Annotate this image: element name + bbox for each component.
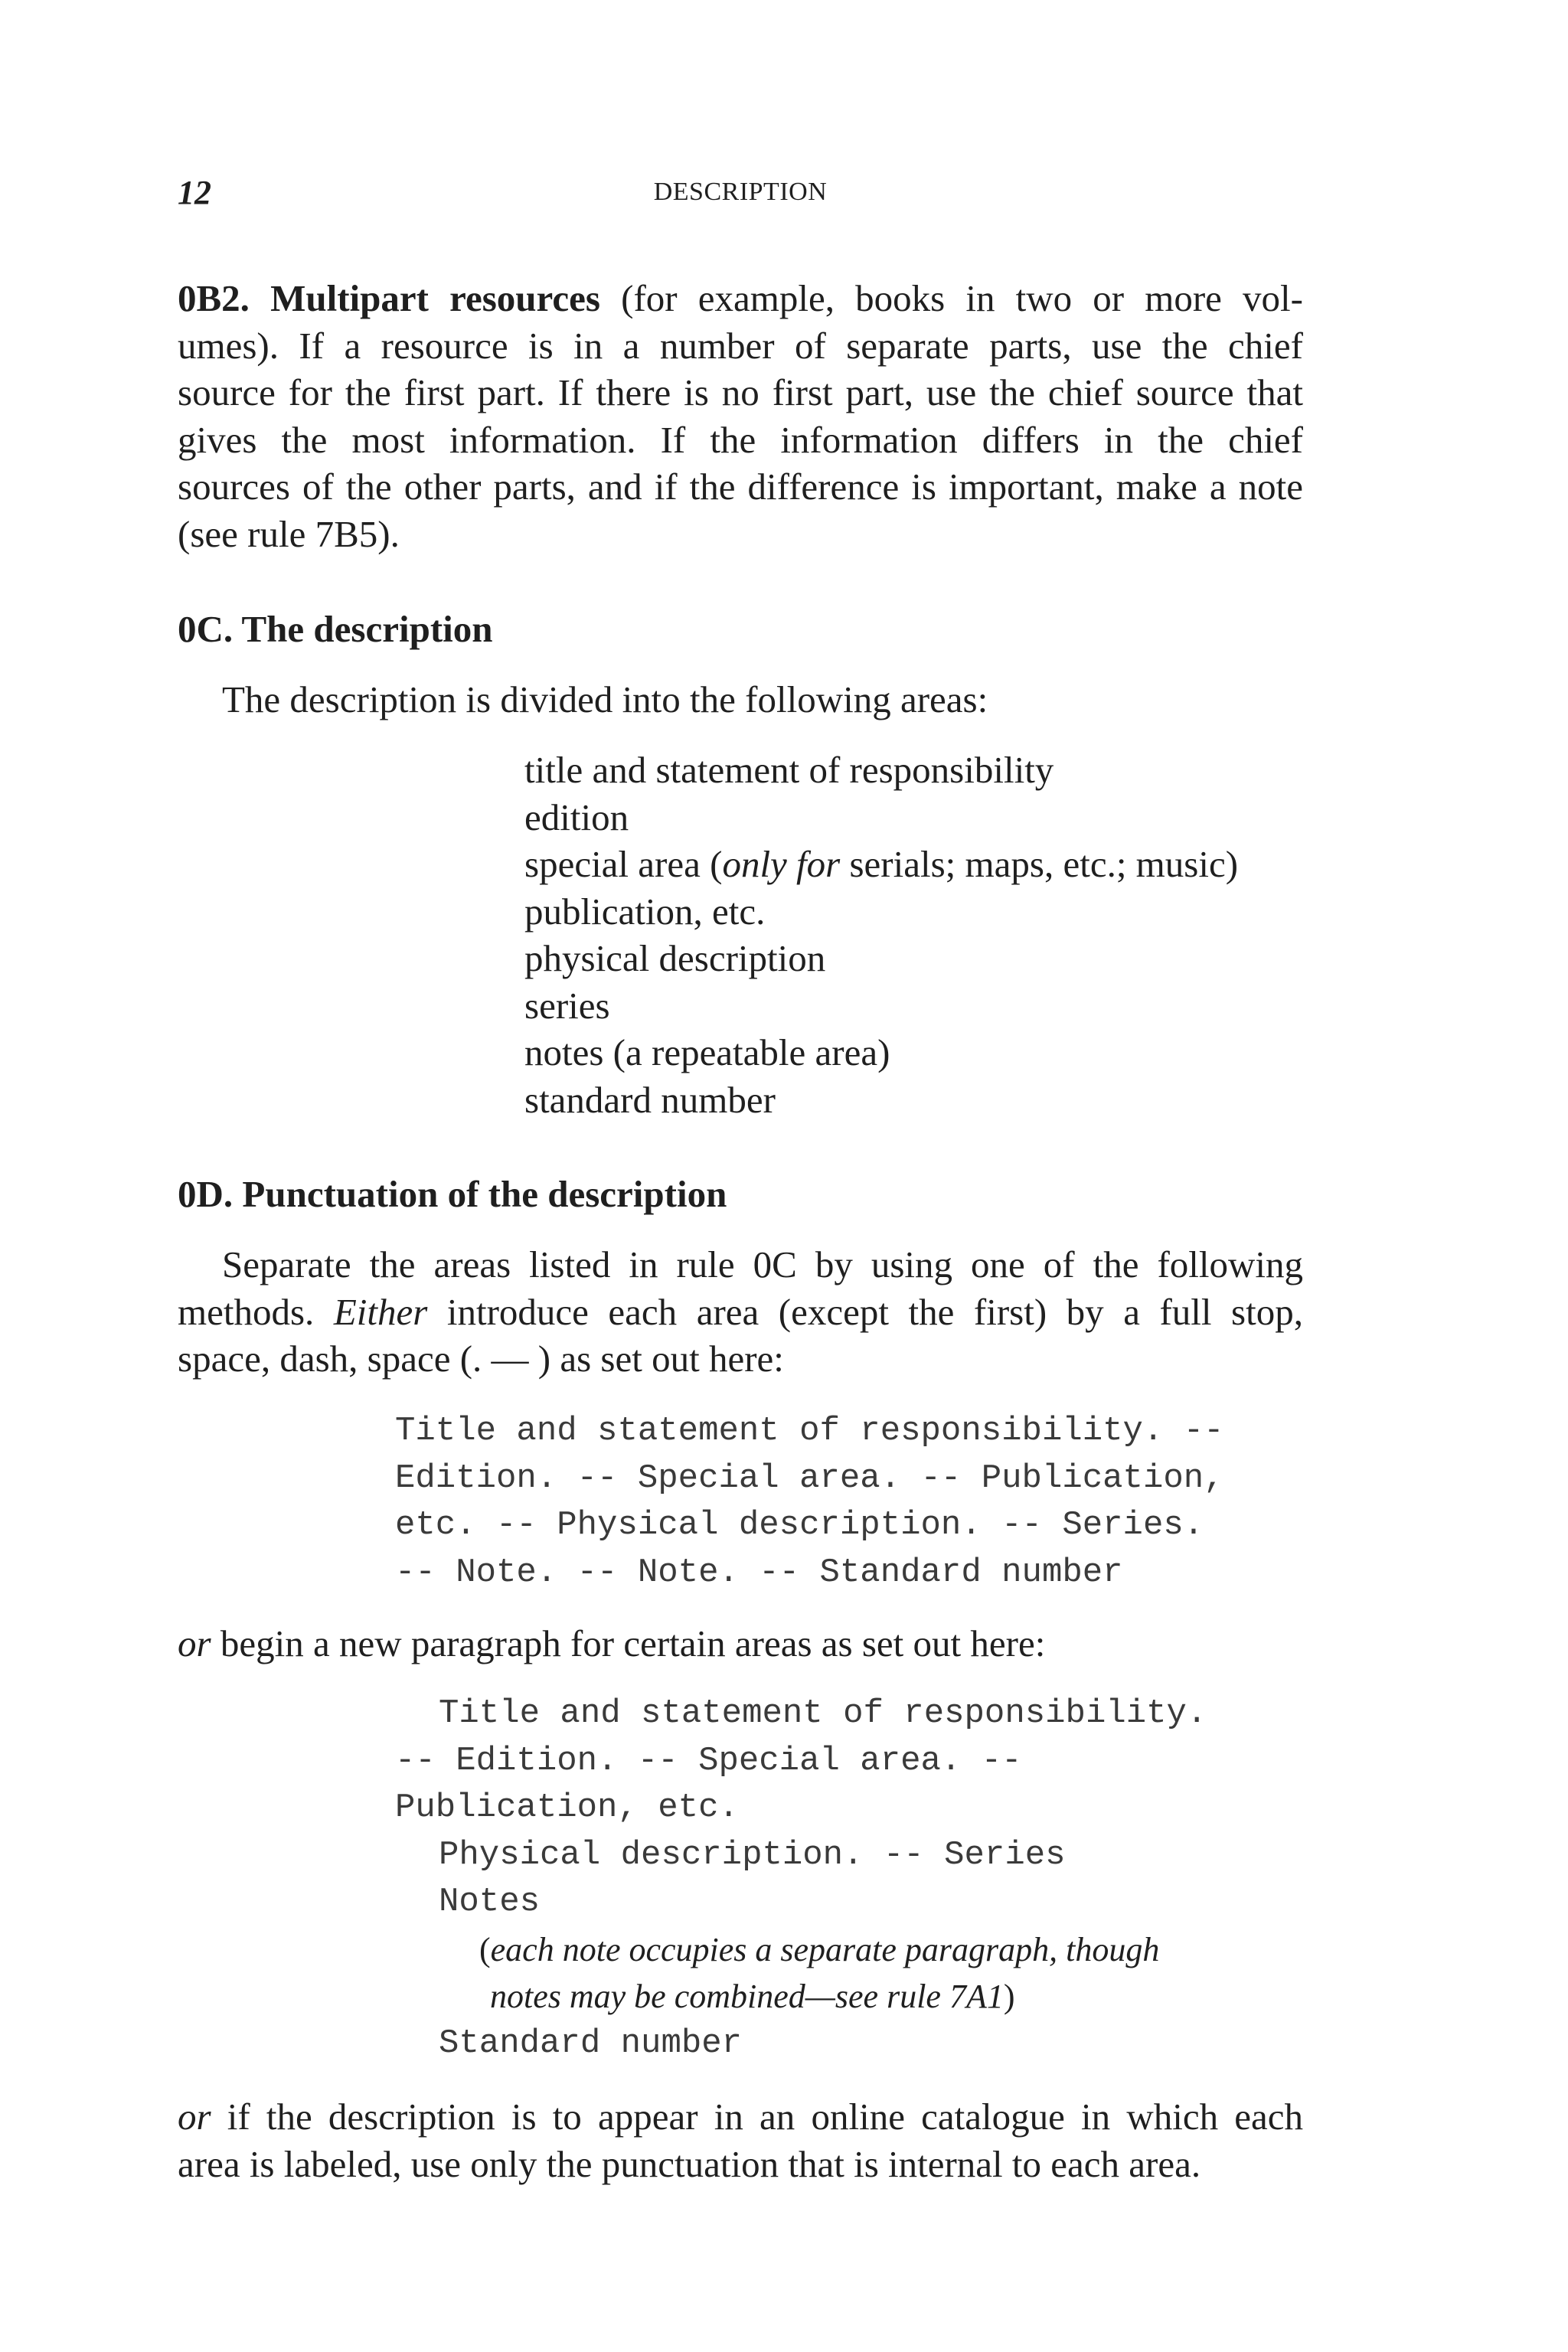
example-2-line-2: -- Edition. -- Special area. -- [395,1741,1022,1780]
section-0b2-heading: 0B2. Multipart resources [178,277,600,319]
area-list-item: publication, etc. [524,890,766,933]
example-2-line-7: Standard number [439,2024,743,2063]
area-list [524,746,1238,1123]
section-0d-heading-block [178,1171,1303,1218]
section-0c-heading-block [178,606,1303,653]
section-0d-paragraph-2 [178,1620,1303,1668]
example-2-line-1: Title and statement of responsibility. [439,1694,1207,1733]
page-number: 12 [178,174,211,211]
section-0b2 [178,275,1303,557]
section-0b2-line-1: 0B2. Multipart resources (for example, books in two or more vol- [178,277,1303,319]
area-list-item: physical description [524,937,826,979]
section-0c-intro-block [178,676,1303,724]
example-1-line: Edition. -- Special area. -- Publication, [395,1459,1224,1498]
section-0b2-line-2: umes). If a resource is in a number of separate parts, use the chief [178,324,1303,367]
section-0d-paragraph-1 [178,1241,1303,1383]
section-0c-heading: 0C. The description [178,608,493,650]
section-0d-p1-line-3: space, dash, space (. — ) as set out here: [178,1338,784,1380]
section-0d-p1-line-1: Separate the areas listed in rule 0C by using one of the following [222,1243,1303,1285]
section-0d-p3-line-2: area is labeled, use only the punctuation that is internal to each area. [178,2142,1201,2185]
area-list-item: edition [524,795,629,838]
example-1-line: etc. -- Physical description. -- Series. [395,1506,1204,1544]
example-1-line: -- Note. -- Note. -- Standard number [395,1553,1123,1592]
section-0d-p3-line-1: or if the description is to appear in an online catalogue in which each [178,2096,1303,2138]
section-0d-heading: 0D. Punctuation of the description [178,1173,727,1215]
example-2-line-5: Notes [439,1883,541,1921]
running-head-title: DESCRIPTION [653,178,828,206]
example-2-line-3: Publication, etc. [395,1788,739,1827]
section-0d-p2-line: or begin a new paragraph for certain areas as set out here: [178,1622,1046,1664]
section-0b2-line-5: sources of the other parts, and if the difference is important, make a note [178,466,1303,508]
example-1 [395,1408,1224,1596]
example-2-note-line-2: notes may be combined—see rule 7A1) [490,1978,1015,2015]
section-0c-intro: The description is divided into the following areas: [222,678,988,720]
running-head [178,173,1303,219]
area-list-item: standard number [524,1078,776,1121]
example-1-line: Title and statement of responsibility. -- [395,1412,1224,1450]
area-list-item: series [524,984,610,1027]
section-0d-paragraph-3 [178,2093,1303,2187]
example-2 [395,1690,1207,2067]
section-0b2-line-6: (see rule 7B5). [178,512,400,555]
area-list-item-special: special area (only for serials; maps, etc.; music) [524,843,1239,885]
section-0d-p1-line-2: methods. Either introduce each area (except the first) by a full stop, [178,1290,1303,1333]
area-list-item: title and statement of responsibility [524,749,1054,791]
section-0b2-line-4: gives the most information. If the information differs in the chief [178,418,1303,461]
example-2-note-line-1: (each note occupies a separate paragraph, though [479,1930,1160,1968]
section-0b2-line-3: source for the first part. If there is no first part, use the chief source that [178,371,1303,413]
example-2-line-4: Physical description. -- Series [439,1835,1066,1874]
area-list-item: notes (a repeatable area) [524,1031,890,1073]
